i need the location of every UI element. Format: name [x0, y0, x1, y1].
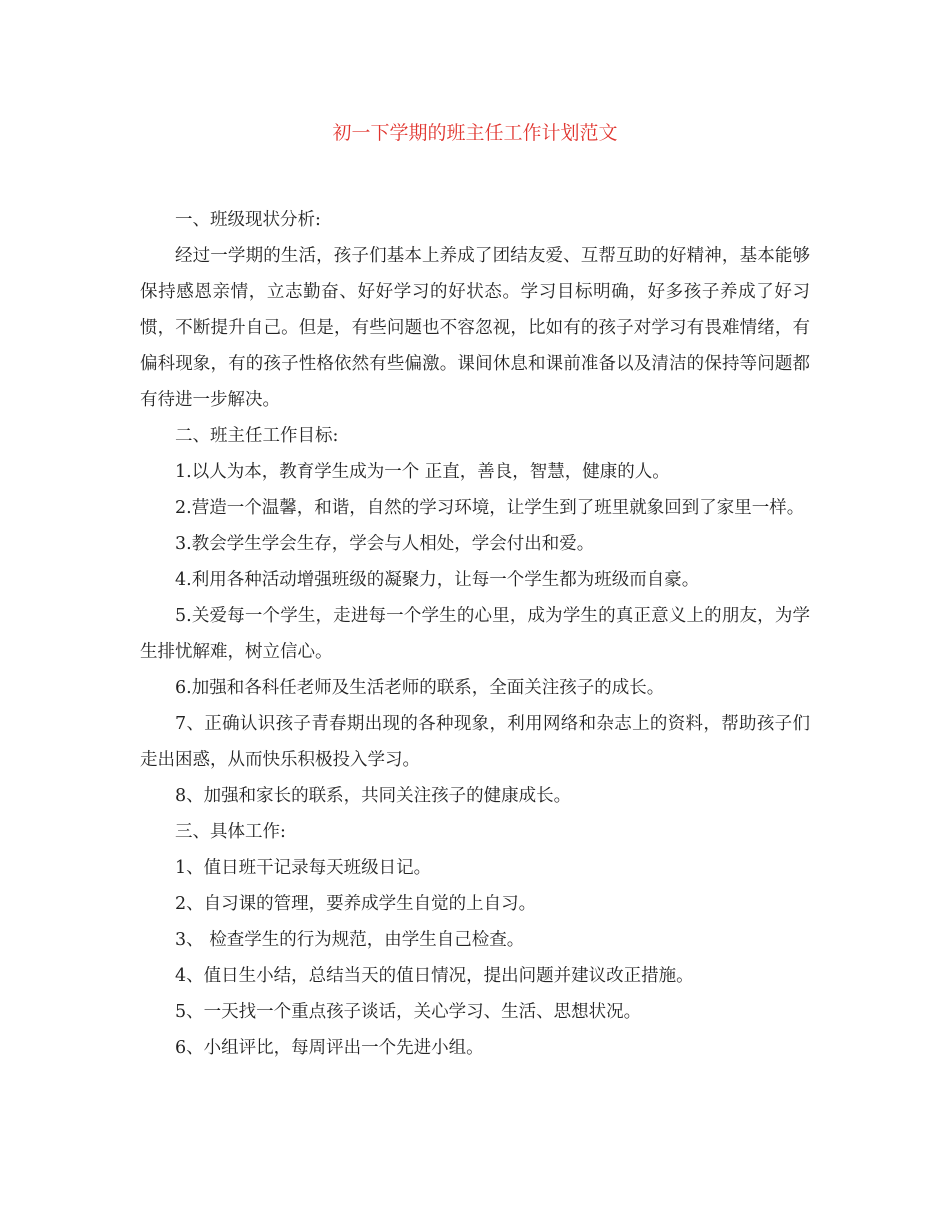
work-item-3: 3、 检查学生的行为规范，由学生自己检查。	[175, 930, 525, 950]
work-item-5: 5、一天找一个重点孩子谈话，关心学习、生活、思想状况。	[175, 1002, 642, 1022]
work-item-2: 2、自习课的管理，要养成学生自觉的上自习。	[175, 894, 537, 914]
goal-item-6: 6.加强和各科任老师及生活老师的联系，全面关注孩子的成长。	[175, 678, 665, 698]
document-title: 初一下学期的班主任工作计划范文	[332, 122, 618, 144]
goal-item-1: 1.以人为本，教育学生成为一个 正直，善良，智慧，健康的人。	[175, 462, 670, 482]
goal-item-8: 8、加强和家长的联系，共同关注孩子的健康成长。	[175, 786, 572, 806]
section-heading-2: 二、班主任工作目标:	[175, 426, 339, 446]
paragraph-class-status: 经过一学期的生活，孩子们基本上养成了团结友爱、互帮互助的好精神，基本能够保持感恩亲情，立志勤奋、好好学习的好状态。学习目标明确，好多孩子养成了好习惯，不断提升自己。但是，有些问题也不容忽视，比如有的孩子对学习有畏难情绪，有偏科现象，有的孩子性格依然有些偏激。课间休息和课前准备以及清洁的保持等问题都有待进一步解决。	[140, 246, 810, 410]
goal-item-7: 7、正确认识孩子青春期出现的各种现象，利用网络和杂志上的资料，帮助孩子们走出困惑，从而快乐积极投入学习。	[140, 714, 810, 770]
goal-item-5: 5.关爱每一个学生，走进每一个学生的心里，成为学生的真正意义上的朋友，为学生排忧解难，树立信心。	[140, 606, 810, 662]
goal-item-2: 2.营造一个温馨，和谐，自然的学习环境，让学生到了班里就象回到了家里一样。	[175, 498, 805, 518]
goal-item-3: 3.教会学生学会生存，学会与人相处，学会付出和爱。	[175, 534, 595, 554]
goal-item-4: 4.利用各种活动增强班级的凝聚力，让每一个学生都为班级而自豪。	[175, 570, 700, 590]
work-item-6: 6、小组评比，每周评出一个先进小组。	[175, 1038, 484, 1058]
section-heading-1: 一、班级现状分析:	[175, 210, 321, 230]
work-item-1: 1、值日班干记录每天班级日记。	[175, 858, 432, 878]
section-heading-3: 三、具体工作:	[175, 822, 286, 842]
work-item-4: 4、值日生小结，总结当天的值日情况，提出问题并建议改正措施。	[175, 966, 694, 986]
